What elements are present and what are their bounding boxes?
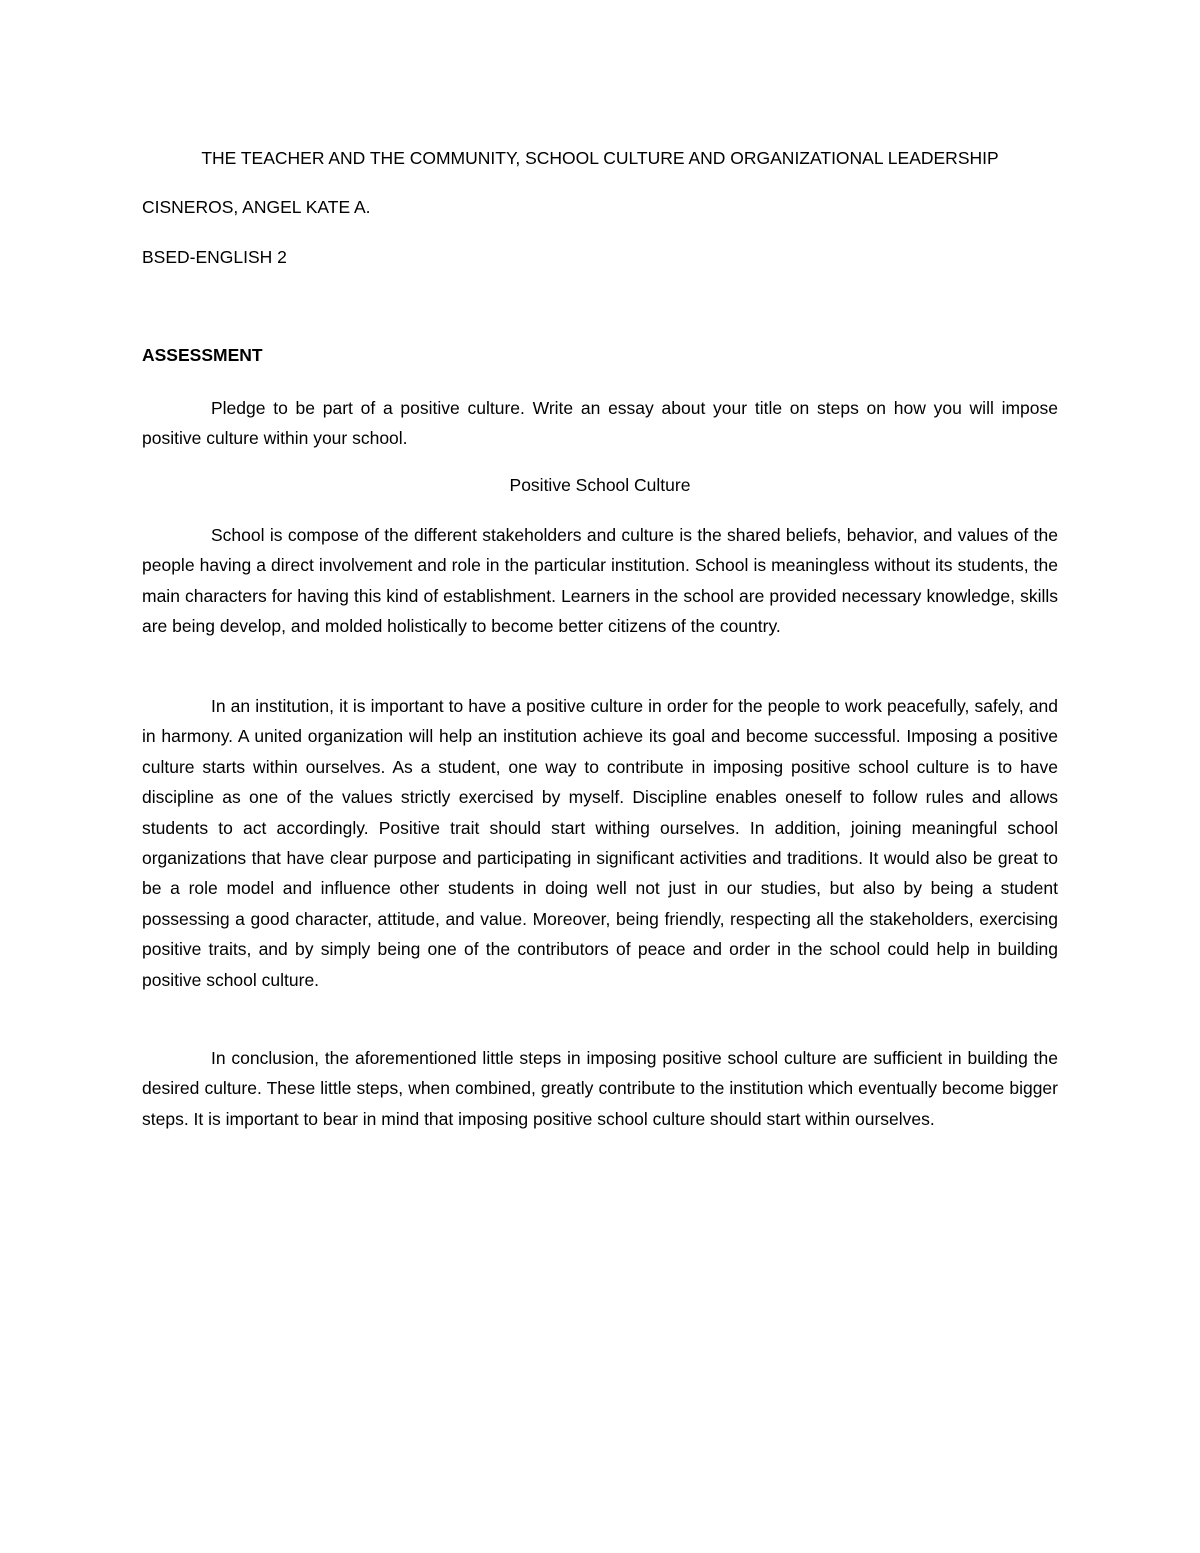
- essay-paragraph: In an institution, it is important to have a positive culture in order for the people to work peacefully, safely, and in harmony. A united organization will help an institution achieve its goal and become successful. Imposing a positive culture starts within ourselves. As a student, one way to contribute in imposing positive school culture is to have discipline as one of the values strictly exercised by myself. Discipline enables oneself to follow rules and allows students to act accordingly. Positive trait should start withing ourselves. In addition, joining meaningful school organizations that have clear purpose and participating in significant activities and traditions. It would also be great to be a role model and influence other students in doing well not just in our studies, but also by being a student possessing a good character, attitude, and value. Moreover, being friendly, respecting all the stakeholders, exercising positive traits, and by simply being one of the contributors of peace and order in the school could help in building positive school culture.: [142, 696, 1058, 990]
- student-name: CISNEROS, ANGEL KATE A.: [142, 197, 371, 217]
- essay-paragraph: In conclusion, the aforementioned little steps in imposing positive school culture are sufficient in building the desired culture. These little steps, when combined, greatly contribute to the institution which eventually become bigger steps. It is important to bear in mind that imposing positive school culture should start within ourselves.: [142, 1048, 1058, 1129]
- essay-title: Positive School Culture: [509, 475, 691, 495]
- assessment-instruction: Pledge to be part of a positive culture. Write an essay about your title on steps on how you will impose positive culture within your school.: [142, 398, 1058, 449]
- document-title: THE TEACHER AND THE COMMUNITY, SCHOOL CULTURE AND ORGANIZATIONAL LEADERSHIP: [201, 148, 999, 168]
- course-label: BSED-ENGLISH 2: [142, 247, 287, 267]
- essay-paragraph: School is compose of the different stakeholders and culture is the shared beliefs, behavior, and values of the people having a direct involvement and role in the particular institution. School is meaningless without its students, the main characters for having this kind of establishment. Learners in the school are provided necessary knowledge, skills are being develop, and molded holistically to become better citizens of the country.: [142, 525, 1058, 637]
- section-heading: ASSESSMENT: [142, 345, 263, 365]
